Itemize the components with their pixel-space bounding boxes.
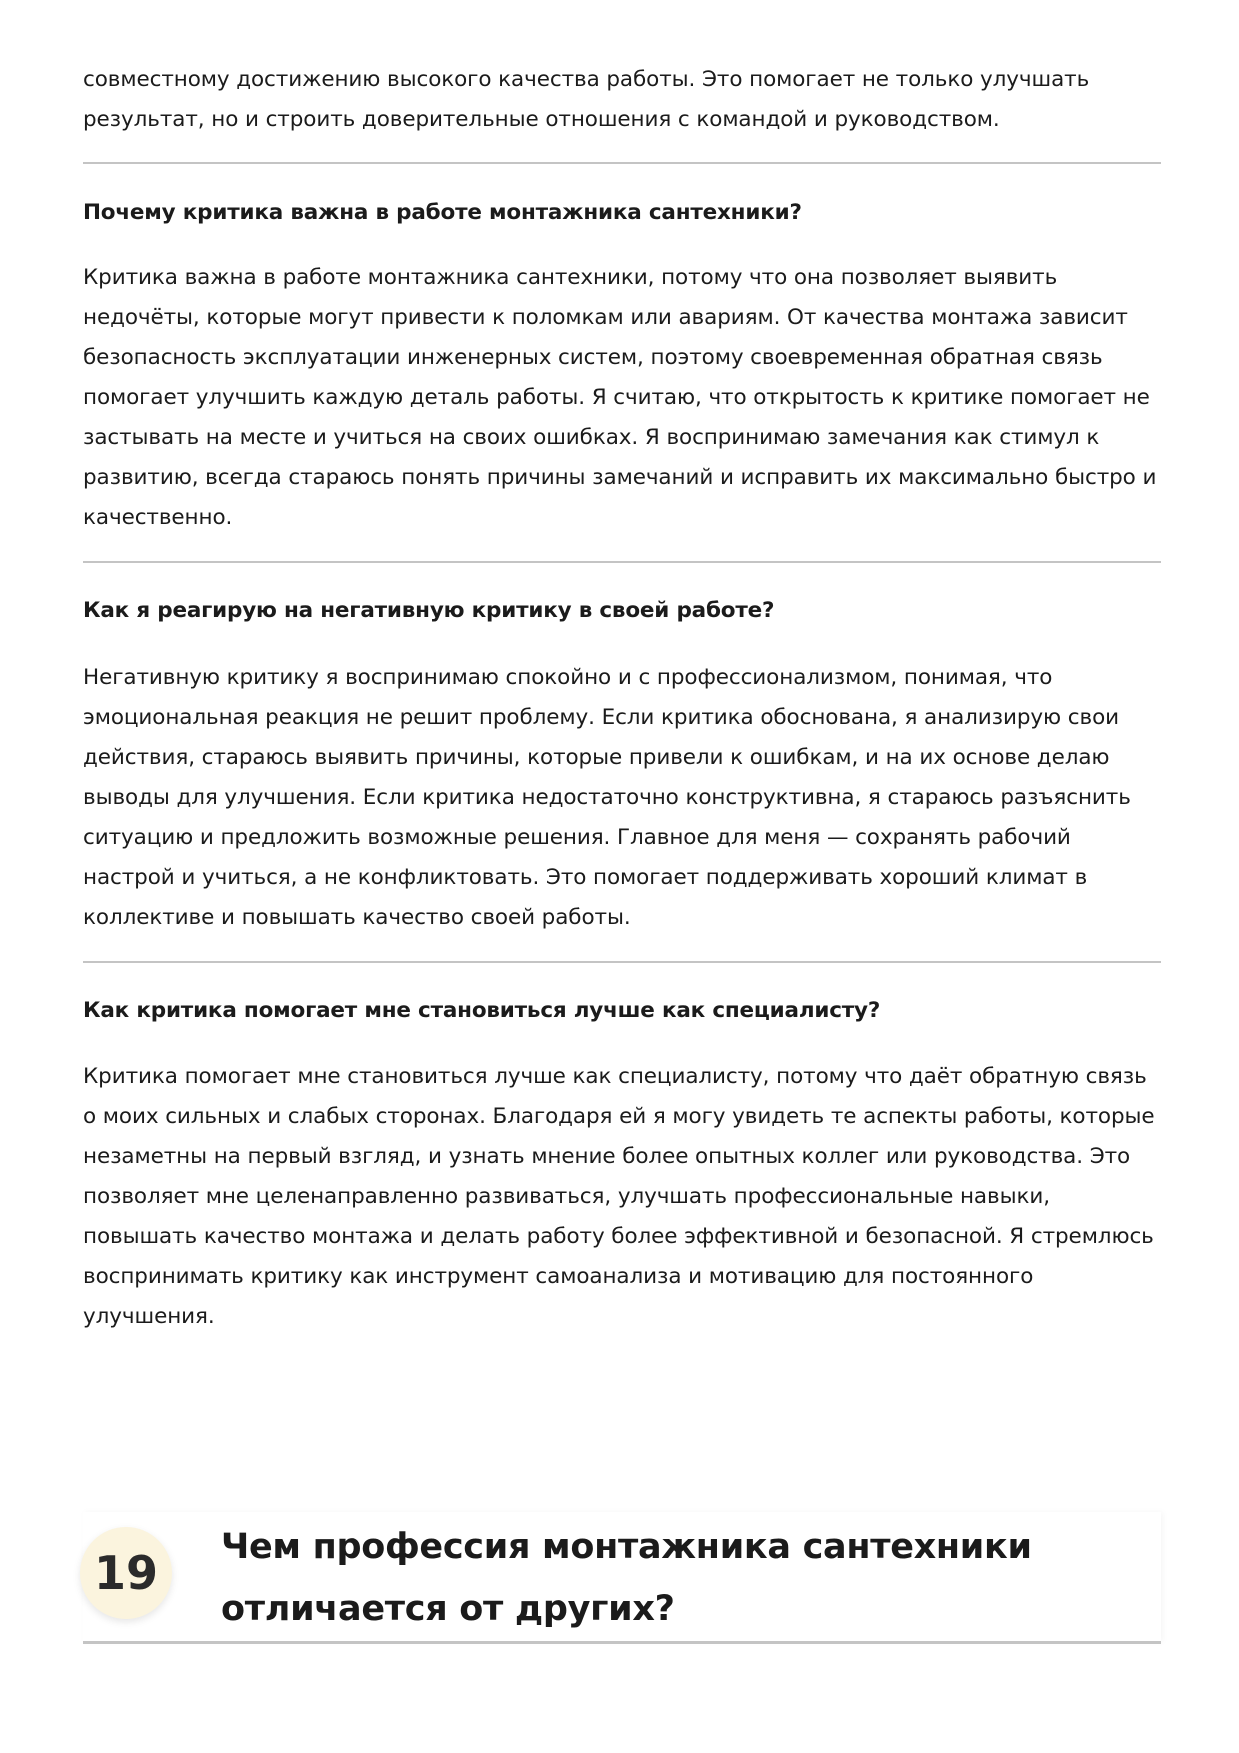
question-number-badge: 19 — [80, 1527, 172, 1619]
section-text-importance: Критика важна в работе монтажника сантехники, потому что она позволяет выявить недочёты, которые могут привести к поломкам или авариям. От качества монтажа зависит безопасность эксплуатации инженерных систем, поэтому своевременная обратная связь помогает улучшить каждую деталь работы. Я считаю, что открытость к критике помогает не застывать на месте и учиться на своих ошибках. Я воспринимаю замечания как стимул к развитию, всегда стараюсь понять причины замечаний и исправить их максимально быстро и качественно. — [83, 265, 1157, 530]
section-divider — [83, 561, 1161, 563]
question-card-divider — [83, 1641, 1161, 1644]
section-title-negative-criticism: Как я реагирую на негативную критику в своей работе? — [83, 598, 775, 623]
section-divider — [83, 961, 1161, 963]
section-title-importance: Почему критика важна в работе монтажника сантехники? — [83, 200, 802, 225]
section-text-negative-criticism: Негативную критику я воспринимаю спокойно и с профессионализмом, понимая, что эмоциональная реакция не решит проблему. Если критика обоснована, я анализирую свои действия, стараюсь выявить причины, которые привели к ошибкам, и на их основе делаю выводы для улучшения. Если критика недостаточно конструктивна, я стараюсь разъяснить ситуацию и предложить возможные решения. Главное для меня — сохранять рабочий настрой и учиться, а не конфликтовать. Это помогает поддерживать хороший климат в коллективе и повышать качество своей работы. — [83, 665, 1131, 930]
section-text-improvement: Критика помогает мне становиться лучше как специалисту, потому что даёт обратную связь о моих сильных и слабых сторонах. Благодаря ей я могу увидеть те аспекты работы, которые незаметны на первый взгляд, и узнать мнение более опытных коллег или руководства. Это позволяет мне целенаправленно развиваться, улучшать профессиональные навыки, повышать качество монтажа и делать работу более эффективной и безопасной. Я стремлюсь воспринимать критику как инструмент самоанализа и мотивацию для постоянного улучшения. — [83, 1064, 1155, 1329]
question-title: Чем профессия монтажника сантехники отличается от других? — [221, 1527, 1032, 1629]
section-title-improvement: Как критика помогает мне становиться лучше как специалисту? — [83, 998, 881, 1023]
document-page — [83, 0, 1161, 1629]
section-divider — [83, 162, 1161, 164]
intro-paragraph: совместному достижению высокого качества работы. Это помогает не только улучшать результат, но и строить доверительные отношения с командой и руководством. — [83, 67, 1090, 132]
